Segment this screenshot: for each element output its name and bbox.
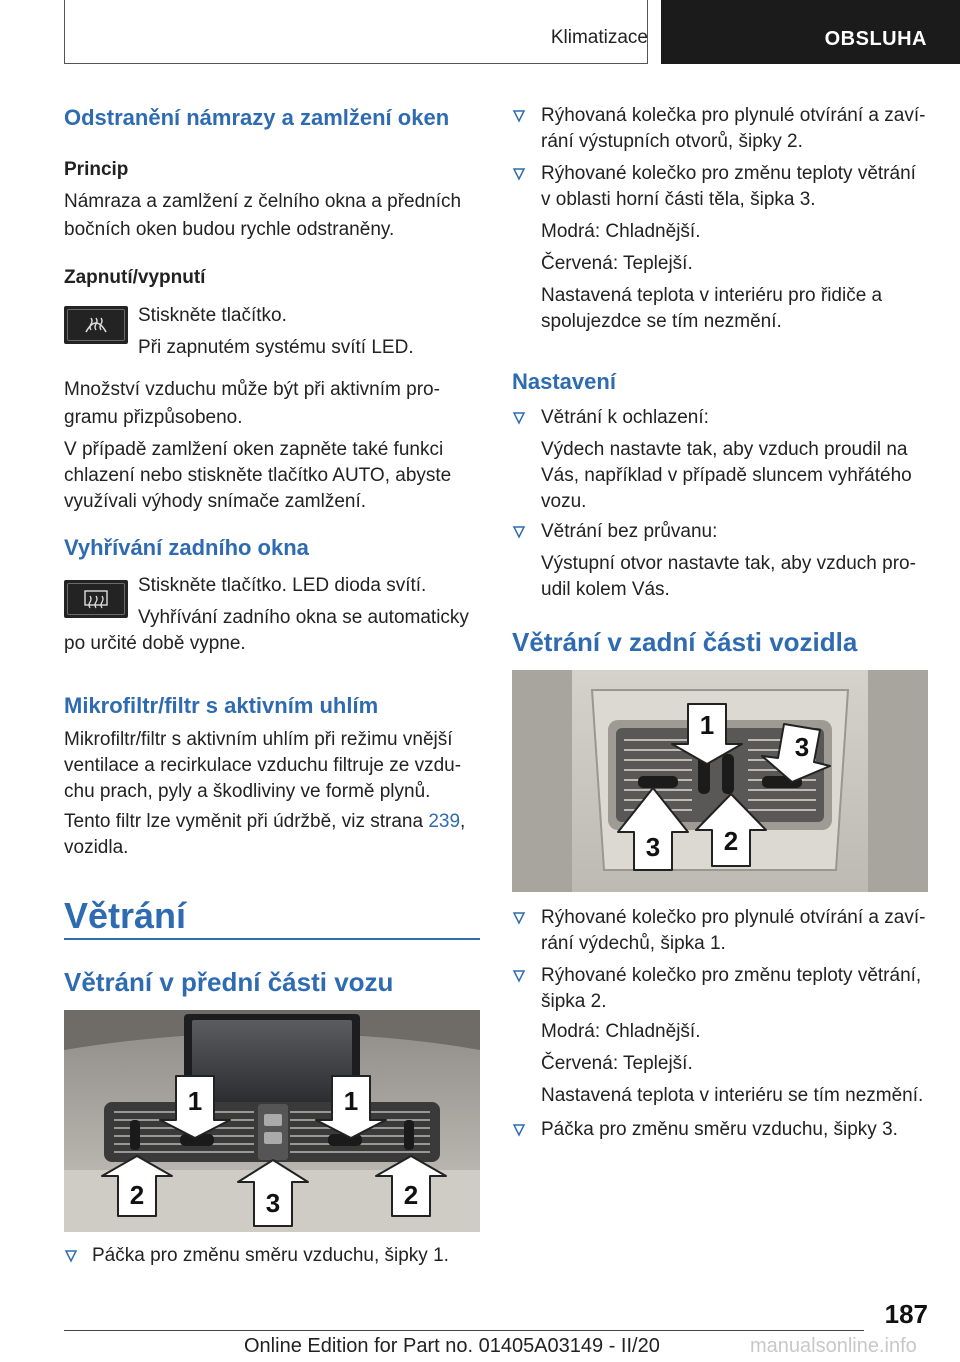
bullet-subtext: Červená: Teplejší.: [541, 1053, 693, 1074]
setting-desc: udil kolem Vás.: [541, 579, 670, 600]
triangle-bullet-icon: [64, 1240, 92, 1272]
page-number: 187: [884, 1299, 928, 1329]
setting-desc: Vás, například v případě sluncem vyhřátého: [541, 465, 912, 486]
bullet-subtext: Modrá: Chladnější.: [541, 221, 701, 242]
front-arrow-label: 3: [265, 1188, 281, 1218]
heading-rule: [64, 938, 480, 940]
triangle-bullet-icon: [512, 402, 540, 434]
front-arrow-label: 2: [403, 1180, 419, 1210]
bullet-subtext: Nastavená teplota v interiéru pro řidiče a: [541, 285, 883, 306]
rear-vent-heading: Větrání v zadní části vozidla: [512, 627, 858, 657]
bullet-subtext: Červená: Teplejší.: [541, 253, 693, 274]
setting-label: Větrání k ochlazení:: [541, 407, 709, 428]
front-arrow-label: 1: [187, 1086, 203, 1116]
front-arrow-label: 1: [343, 1086, 359, 1116]
onoff-step-text: Stiskněte tlačítko.: [138, 305, 287, 326]
rear-arrow-label: 3: [794, 732, 810, 762]
footer-rule: [64, 1330, 864, 1331]
rear-heat-text: po určité době vypne.: [64, 633, 246, 654]
triangle-bullet-icon: [512, 1114, 540, 1146]
windshield-defrost-icon: [64, 306, 128, 344]
bullet-text: rání výdechů, šipka 1.: [541, 933, 726, 954]
air-amount-text: gramu přizpůsobeno.: [64, 407, 243, 428]
section-tab[interactable]: [661, 0, 960, 64]
principle-heading: Princip: [64, 159, 129, 180]
bullet-text: Rýhované kolečko pro plynulé otvírání a zaví‐: [541, 907, 926, 928]
filter-heading: Mikrofiltr/filtr s aktivním uhlím: [64, 693, 379, 718]
rear-heat-text: Stiskněte tlačítko. LED dioda svítí.: [138, 575, 427, 596]
bullet-text: v oblasti horní části těla, šipka 3.: [541, 189, 816, 210]
settings-heading: Nastavení: [512, 369, 616, 394]
bullet-text: šipka 2.: [541, 991, 607, 1012]
fog-text: využívali výhody snímače zamlžení.: [64, 491, 367, 512]
filter-text: chu prach, pyly a škodliviny ve formě plynů.: [64, 781, 431, 802]
defrost-heading: Odstranění námrazy a zamlžení oken: [64, 105, 450, 130]
footer-edition: Online Edition for Part no. 01405A03149 - II/20: [244, 1335, 660, 1357]
setting-desc: vozu.: [541, 491, 587, 512]
rear-heat-heading: Vyhřívání zadního okna: [64, 535, 309, 560]
onoff-step-text: Při zapnutém systému svítí LED.: [138, 337, 414, 358]
principle-text-line: bočních oken budou rychle odstraněny.: [64, 219, 395, 240]
triangle-bullet-icon: [512, 960, 540, 992]
ventilation-heading: Větrání: [64, 895, 187, 936]
triangle-bullet-icon: [512, 100, 540, 132]
bullet-subtext: spolujezdce se tím nezmění.: [541, 311, 782, 332]
bullet-text: Rýhované kolečko pro změnu teploty větrání: [541, 163, 916, 184]
filter-text: vozidla.: [64, 837, 129, 858]
footer-watermark: manualsonline.info: [750, 1335, 917, 1357]
front-vent-photo: [64, 1010, 480, 1232]
section-title: Klimatizace: [550, 27, 648, 48]
filter-text: Mikrofiltr/filtr s aktivním uhlím při režimu vnější: [64, 729, 453, 750]
rear-heat-text: Vyhřívání zadního okna se automaticky: [138, 607, 469, 628]
front-bullet-text: Páčka pro změnu směru vzduchu, šipky 1.: [92, 1245, 449, 1266]
principle-text-line: Námraza a zamlžení z čelního okna a předních: [64, 191, 462, 212]
section-tab-label: OBSLUHA: [824, 28, 927, 50]
bullet-subtext: Nastavená teplota v interiéru se tím nezmění.: [541, 1085, 924, 1106]
filter-text-part: Tento filtr lze vyměnit při údržbě, viz strana: [64, 811, 429, 832]
triangle-bullet-icon: [512, 902, 540, 934]
front-vent-heading: Větrání v přední části vozu: [64, 967, 394, 997]
bullet-text: Rýhovaná kolečka pro plynulé otvírání a zaví‐: [541, 105, 926, 126]
bullet-text: Páčka pro změnu směru vzduchu, šipky 3.: [541, 1119, 898, 1140]
setting-desc: Výstupní otvor nastavte tak, aby vzduch pro‐: [541, 553, 916, 574]
setting-desc: Výdech nastavte tak, aby vzduch proudil na: [541, 439, 908, 460]
bullet-subtext: Modrá: Chladnější.: [541, 1021, 701, 1042]
bullet-text: rání výstupních otvorů, šipky 2.: [541, 131, 803, 152]
rear-window-heat-icon: [64, 580, 128, 618]
triangle-bullet-icon: [512, 516, 540, 548]
fog-text: chlazení nebo stiskněte tlačítko AUTO, abyste: [64, 465, 452, 486]
rear-arrow-label: 2: [723, 826, 739, 856]
rear-vent-photo: [512, 670, 928, 892]
triangle-bullet-icon: [512, 158, 540, 190]
setting-label: Větrání bez průvanu:: [541, 521, 718, 542]
onoff-heading: Zapnutí/vypnutí: [64, 267, 206, 288]
front-arrow-label: 2: [129, 1180, 145, 1210]
bullet-text: Rýhované kolečko pro změnu teploty větrání,: [541, 965, 922, 986]
filter-text-part: ,: [460, 811, 466, 832]
page-link-239[interactable]: 239: [428, 811, 461, 832]
rear-arrow-label: 1: [699, 710, 715, 740]
fog-text: V případě zamlžení oken zapněte také funkci: [64, 439, 444, 460]
filter-text: ventilace a recirkulace vzduchu filtruje ze vzdu‐: [64, 755, 462, 776]
air-amount-text: Množství vzduchu může být při aktivním pro‐: [64, 379, 440, 400]
rear-arrow-label: 3: [645, 832, 661, 862]
